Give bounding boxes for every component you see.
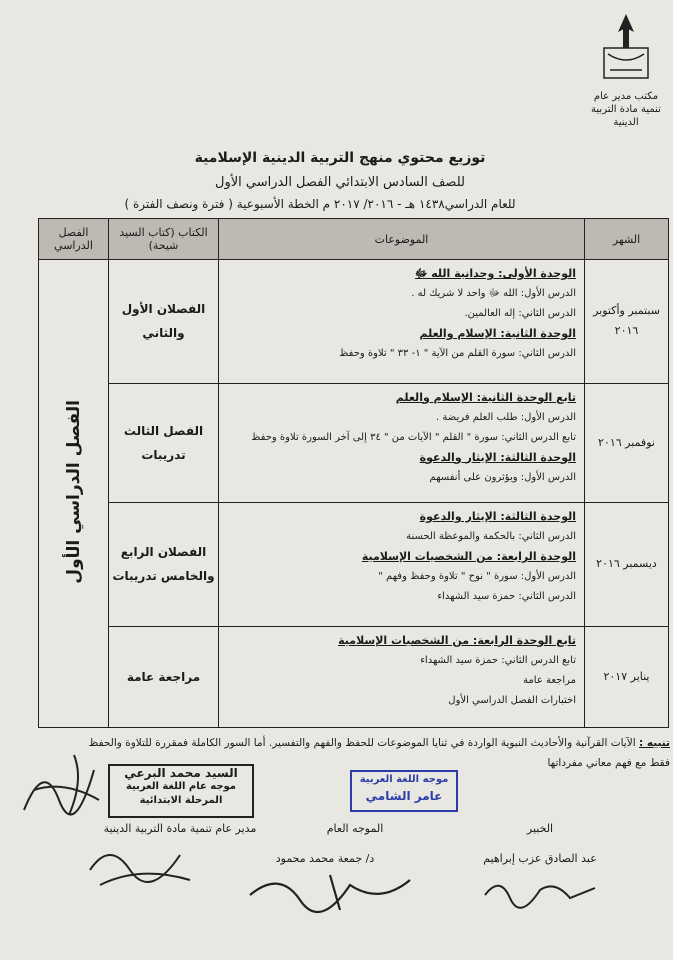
header-topics: الموضوعات — [219, 219, 585, 260]
row-book: مراجعة عامة — [109, 626, 219, 727]
topic-line: الدرس الأول: الله ﷻ واحد لا شريك له . — [411, 288, 576, 299]
stamp-black-line3: المرحلة الابتدائية — [139, 795, 223, 806]
term-cell — [39, 260, 109, 728]
row-month: ديسمبر ٢٠١٦ — [585, 503, 669, 627]
general-supervisor-signature-icon — [240, 865, 420, 915]
note-label: تنبيه : — [638, 737, 670, 749]
topic-line: اختبارات الفصل الدراسي الأول — [448, 694, 576, 706]
row-book: الفصلان الرابع والخامس تدريبات — [109, 503, 219, 627]
topic-line: الوحدة الرابعة: من الشخصيات الإسلامية — [361, 550, 576, 564]
general-supervisor-label: الموجه العام — [326, 822, 384, 835]
row-topics — [219, 260, 585, 384]
ministry-logo-icon — [596, 8, 656, 88]
row-topics — [219, 383, 585, 503]
ministry-header — [584, 8, 668, 142]
topic-line: تابع الوحدة الثانية: الإسلام والعلم — [395, 390, 576, 404]
row-book: الفصل الثالث تدريبات — [109, 383, 219, 503]
director-label: مدير عام تنمية مادة التربية الدينية — [103, 822, 257, 835]
director-signature-icon — [80, 830, 200, 890]
row-topics — [219, 503, 585, 627]
expert-signature-icon — [480, 870, 600, 910]
row-month: سبتمبر وأكتوبر ٢٠١٦ — [585, 260, 669, 384]
expert-label: الخبير — [526, 822, 554, 835]
topic-line: تابع الوحدة الرابعة: من الشخصيات الإسلامية — [338, 633, 576, 647]
stamp-black-line1: السيد محمد البرعي — [124, 766, 238, 780]
stamp-arabic-supervisor — [350, 770, 458, 812]
general-supervisor-name: د/ جمعة محمد محمود — [275, 852, 375, 865]
stamp-black-line2: موجه عام اللغة العربية — [125, 781, 236, 792]
doc-year-line: للعام الدراسي١٤٣٨ هـ - ٢٠١٦/ ٢٠١٧ م الخطة الأسبوعية ( فترة ونصف الفترة ) — [124, 197, 516, 211]
table-header-row — [39, 219, 669, 260]
stamp-blue-line2: عامر الشامي — [365, 789, 443, 803]
topic-line: الوحدة الثالثة: الإيثار والدعوة — [419, 510, 576, 524]
row-month: نوفمبر ٢٠١٦ — [585, 383, 669, 503]
topic-line: الدرس الأول: سورة " نوح " تلاوة وحفظ وفهم " — [378, 571, 576, 583]
topic-line: مراجعة عامة — [523, 674, 576, 686]
header-month: الشهر — [585, 219, 669, 260]
curriculum-table — [38, 218, 669, 728]
header-office: مكتب مدير عام — [593, 91, 659, 102]
header-term: الفصل الدراسي — [39, 219, 109, 260]
signature-scribble-icon — [14, 740, 108, 830]
topic-line: الدرس الثاني: سورة القلم من الآية " ١- ٣٣ " تلاوة وحفظ — [339, 348, 576, 359]
topic-line: تابع الدرس الثاني: سورة " القلم " الآيات من " ٣٤ إلى آخر السورة تلاوة وحفظ — [251, 431, 576, 443]
row-book: الفصلان الأول والثاني — [109, 260, 219, 384]
row-month: يناير ٢٠١٧ — [585, 626, 669, 727]
topic-line: الدرس الأول: طلب العلم فريضة . — [436, 411, 576, 423]
doc-subtitle: للصف السادس الابتدائي الفصل الدراسي الأول — [215, 175, 465, 190]
topic-line: الدرس الثاني: بالحكمة والموعظة الحسنة — [406, 531, 576, 543]
topic-line: الوحدة الأولى: وحدانية الله ﷻ — [414, 267, 576, 280]
row-topics — [219, 626, 585, 727]
header-book: الكتاب (كتاب السيد شيحة) — [109, 219, 219, 260]
table-row — [39, 626, 669, 727]
topic-line: الوحدة الثانية: الإسلام والعلم — [419, 327, 576, 340]
note-text-2: فقط مع فهم معاني مفرداتها — [547, 757, 670, 769]
topic-line: تابع الدرس الثاني: حمزة سيد الشهداء — [420, 654, 576, 666]
topic-line: الدرس الثاني: إله العالمين. — [464, 308, 576, 319]
table-row — [39, 260, 669, 384]
table-row — [39, 383, 669, 503]
stamp-blue-line1: موجه اللغة العربية — [359, 774, 449, 785]
note-text: الآيات القرآنية والأحاديث النبوية الواردة في ثنايا الموضوعات للحفظ والفهم والتفسير. أما السور الكاملة فمقررة للتلاوة والحفظ — [88, 737, 636, 749]
stamp-general-supervisor — [108, 764, 254, 818]
topic-line: الوحدة الثالثة: الإيثار والدعوة — [419, 450, 576, 464]
topic-line: الدرس الثاني: حمزة سيد الشهداء — [437, 591, 576, 603]
term-label: الفصل الدراسي الأول — [63, 399, 84, 584]
doc-title: توزيع محتوي منهج التربية الدينية الإسلامية — [194, 150, 486, 166]
topic-line: الدرس الأول: ويؤثرون على أنفسهم — [429, 471, 576, 483]
table-row — [39, 503, 669, 627]
header-department: تنمية مادة التربية الدينية — [591, 104, 661, 128]
expert-name: عبد الصادق عزب إبراهيم — [483, 852, 597, 865]
